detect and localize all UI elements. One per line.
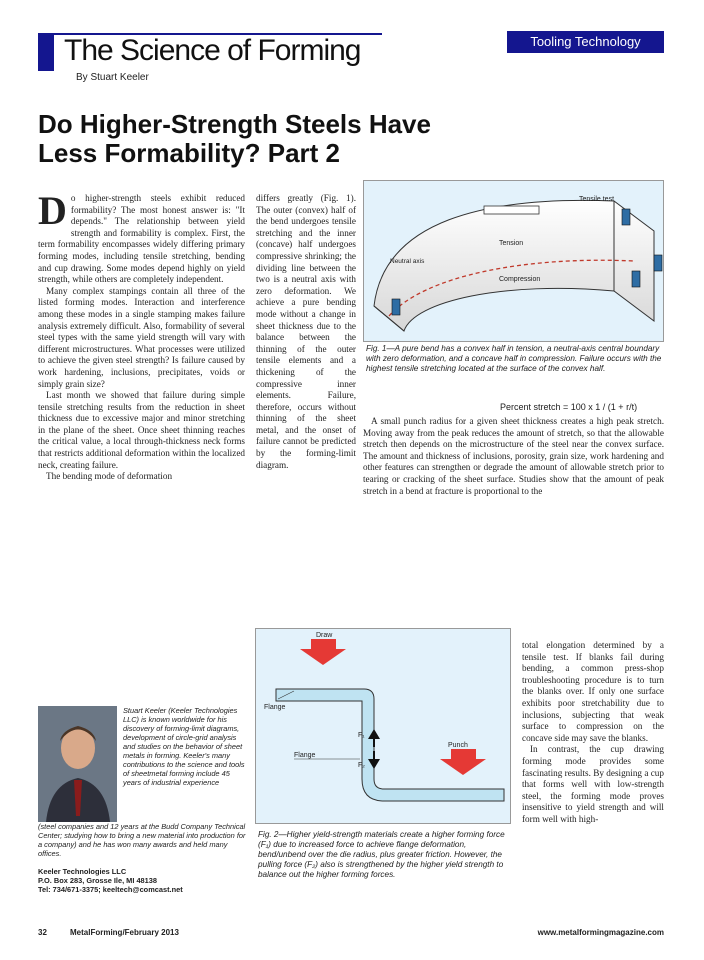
article-headline: Do Higher-Strength Steels Have Less Formability? Part 2 — [38, 109, 431, 168]
page-number: 32 — [38, 928, 47, 937]
publication-url[interactable]: www.metalformingmagazine.com — [537, 928, 664, 937]
header-accent-bar — [38, 33, 54, 71]
draw-arrow-icon — [300, 639, 346, 665]
drop-cap: D — [38, 188, 67, 233]
paragraph: A small punch radius for a given sheet thickness creates a high peak stretch. Moving away from the peak reduces the amount of stretch, so that the allowable stretch then depends on the microstructure of the steel near the convex surface. The amount and thickness of inclusions, porosity, grain size, work hardening and other features can strengthen or degrade the amount of allowable stretch prior to tearing or cracking of the sheet surface. Studies show that the amount of peak stretch in a bend at fracture is proportional to the — [363, 416, 664, 496]
author-company: Keeler Technologies LLC — [38, 867, 127, 876]
byline: By Stuart Keeler — [76, 72, 149, 83]
figure-1-bend-diagram — [363, 180, 664, 342]
publication-issue: MetalForming/February 2013 — [70, 928, 179, 937]
column-title: The Science of Forming — [64, 34, 361, 67]
paragraph: differs greatly (Fig. 1). The outer (convex) half of the bend undergoes tensile stretching and the inner (concave) half undergoes compressive shrinking; the dividing line between the two is a neutral axis with zero deformation. We achieve a pure bending mode without a change in sheet thickness due to the balance between the thinning of the outer tensile elements and a thickening of the compressive inner elements. Failure, therefore, occurs without thinning of the sheet metal, and the onset of failure cannot be predicted by the forming-limit diagram. — [256, 193, 356, 470]
author-bio-continued: (steel companies and 12 years at the Budd Company Technical Center; studying how to bring a new material into production for a company) and he has won many awards and held many offices. — [38, 822, 246, 858]
label-flange-top: Flange — [264, 704, 286, 711]
author-email: Tel: 734/671-3375; keeltech@comcast.net — [38, 885, 183, 894]
punch-arrow-icon — [440, 749, 486, 775]
paragraph: In contrast, the cup drawing forming mode provides some fascinating results. By designing a cup that forms well with low-strength steel, the forming mode proves insensitive to yield strength and will form well with high- — [522, 744, 664, 824]
label-tension: Tension — [499, 240, 524, 247]
label-compression: Compression — [499, 276, 541, 283]
figure-2-caption: Fig. 2—Higher yield-strength materials create a higher forming force (F₁) due to increased force to achieve flange deformation, bend/unbend over the die radius, plus greater friction. However, the pulling force (F₂) also is strengthened by the higher yield strength to balance out the higher forming forces. — [258, 830, 505, 879]
figure-2-cup-draw-diagram — [255, 628, 511, 824]
text-column-3-wide — [363, 416, 664, 497]
label-neutral-axis: Neutral axis — [390, 258, 425, 265]
label-flange-mid: Flange — [294, 752, 316, 759]
text-column-2-narrow — [256, 193, 356, 471]
figure-1-caption: Fig. 1—A pure bend has a convex half in tension, a neutral-axis central boundary with zero deformation, and a concave half in compression. Failure occurs with the highest tensile stretching located at the surface of the convex half. — [366, 344, 662, 373]
paragraph-text: o higher-strength steels exhibit reduced formability? The most honest answer is: "It depends." The relationship between yield strength and formability is complex. First, the term formability encompasses widely differing primary forming modes, including tensile stretching, bending and cup drawing. Some modes depend highly on yield strength, while others are completely independent. — [38, 193, 245, 285]
author-portrait — [38, 706, 117, 822]
paragraph — [38, 188, 245, 286]
paragraph: Last month we showed that failure during simple tensile stretching results from the reduction in sheet thickness due to excessive major and minor stretching in the plane of the sheet. Once sheet thinning reaches the critical value, a local through-thickness neck forms that restricts additional deformation within the localized neck, creating failure. — [38, 390, 245, 470]
paragraph: The bending mode of deformation — [46, 471, 173, 482]
author-photo — [38, 706, 117, 822]
stretch-equation: Percent stretch = 100 x 1 / (1 + r/t) — [500, 402, 638, 412]
label-punch: Punch — [448, 742, 468, 749]
label-f1: F₁ — [358, 732, 365, 739]
paragraph: total elongation determined by a tensile test. If blanks fail during bending, a common press-shop troubleshooting procedure is to turn the blanks over. If only one surface exhibits poor stretchability due to inclusions, subjecting that weak surface to compression on the concave side may save the blanks. — [522, 640, 664, 743]
text-column-1 — [38, 188, 245, 483]
label-f2: F₂ — [358, 762, 365, 769]
label-draw: Draw — [316, 632, 333, 639]
author-address: P.O. Box 283, Grosse Ile, MI 48138 — [38, 876, 157, 885]
author-contact — [38, 867, 248, 894]
bend-illustration — [364, 181, 665, 343]
text-column-3-narrow — [522, 640, 664, 826]
cup-draw-illustration — [256, 629, 512, 825]
paragraph: Many complex stampings contain all three of the listed forming modes. Interaction and interference among these modes in a single stamping makes failure analysis extremely difficult. Also, formability of several steel types with the same yield strength will vary with different microstructures. What processes were utilized to achieve the given steel strength? Is failure caused by work hardening, inclusions, precipitates, voids or simply grain size? — [38, 285, 245, 389]
section-tag: Tooling Technology — [507, 31, 664, 53]
author-bio: Stuart Keeler (Keeler Technologies LLC) is known worldwide for his discovery of forming-limit diagrams, development of circle-grid analysis and studies on the behavior of sheet metals in forming. Keeler's many contributions to the science and tools of sheetmetal forming include 45 years of industrial experience — [123, 706, 245, 787]
label-tensile-test: Tensile test — [579, 196, 615, 203]
